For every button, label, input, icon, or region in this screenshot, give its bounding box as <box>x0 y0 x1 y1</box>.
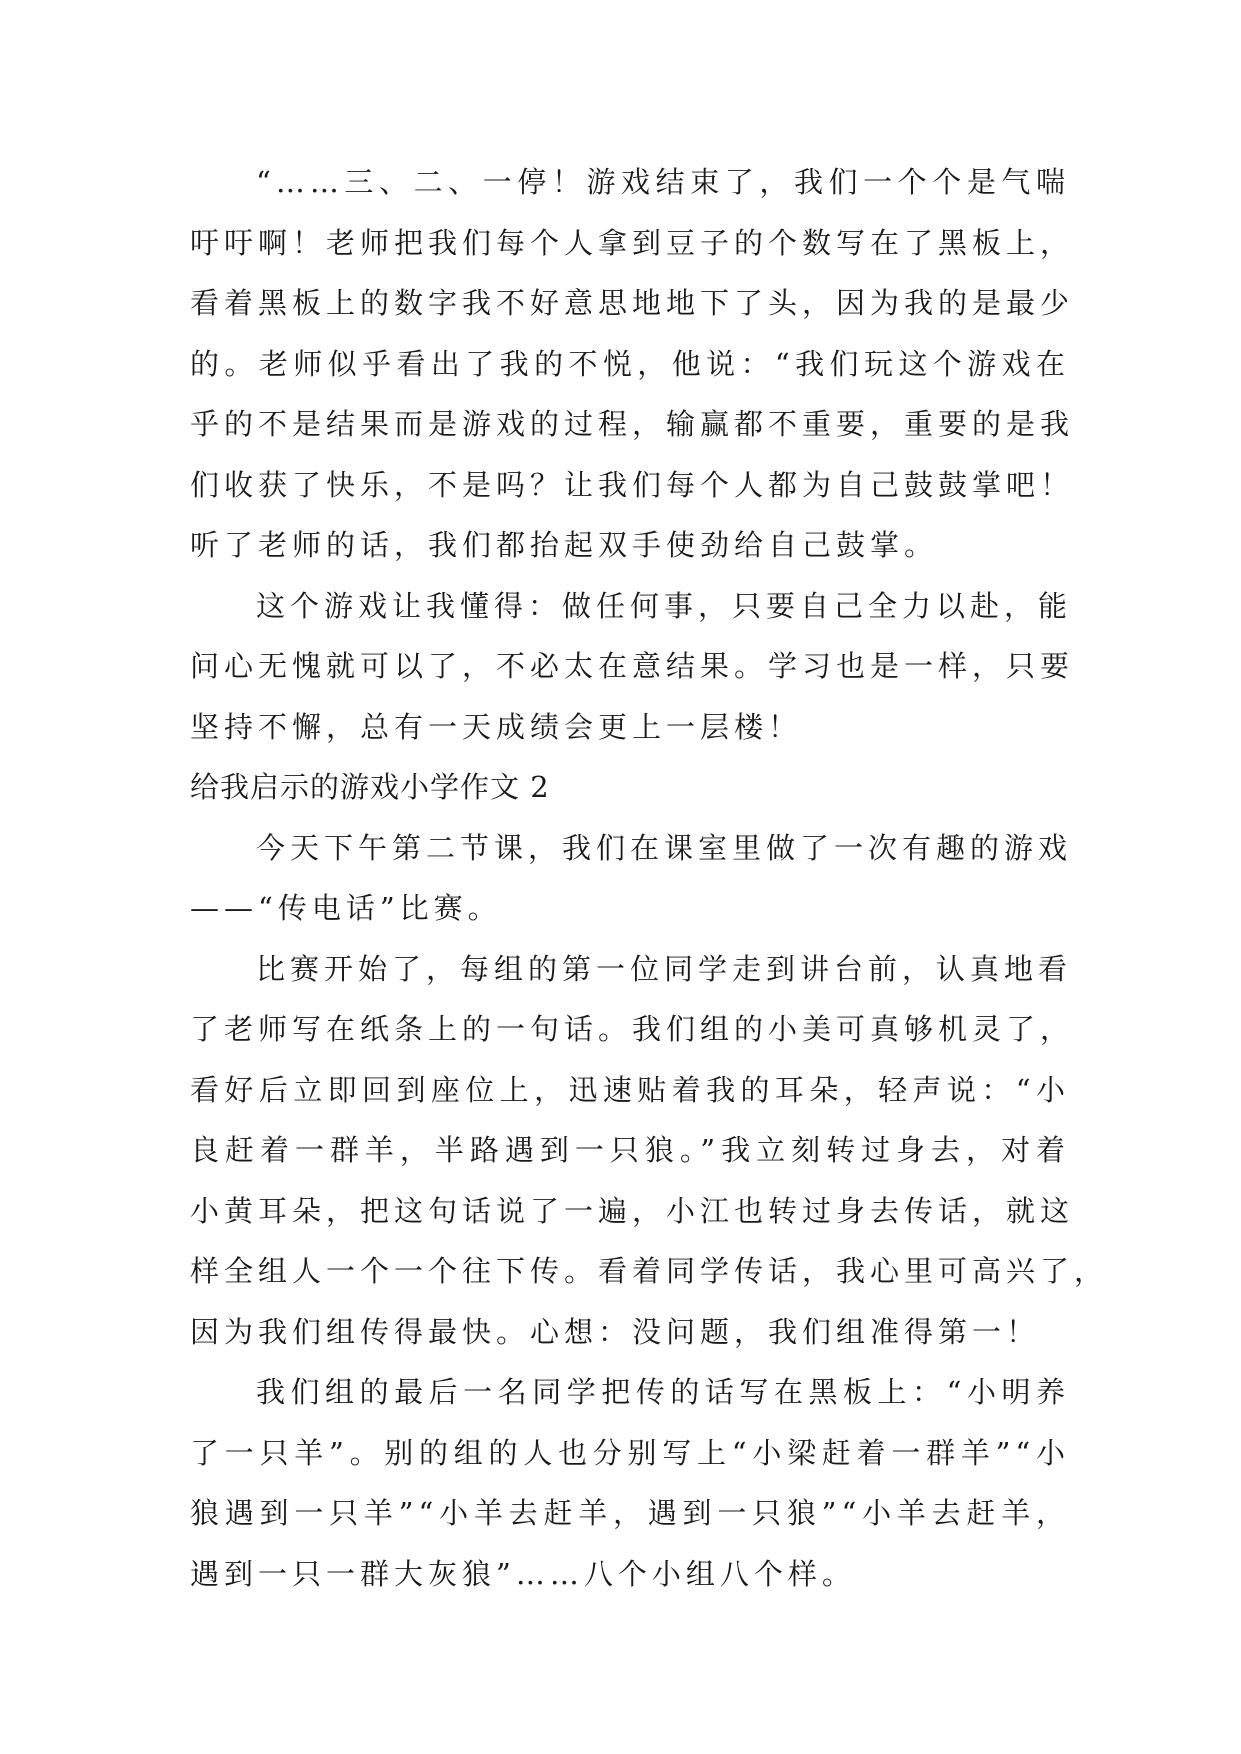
text-line: 乎的不是结果而是游戏的过程，输赢都不重要，重要的是我 <box>190 407 1075 441</box>
text-line: 遇到一只一群大灰狼”……八个小组八个样。 <box>190 1556 856 1591</box>
text-line: 看好后立即回到座位上，迅速贴着我的耳朵，轻声说：“小 <box>190 1072 1070 1107</box>
text-line: 吁吁啊！老师把我们每个人拿到豆子的个数写在了黑板上， <box>190 225 1075 260</box>
text-line: 听了老师的话，我们都抬起双手使劲给自己鼓掌。 <box>190 528 939 562</box>
text-line: ——“传电话”比赛。 <box>190 891 502 925</box>
text-line: 今天下午第二节课，我们在课室里做了一次有趣的游戏 <box>256 830 1073 865</box>
text-line: 比赛开始了，每组的第一位同学走到讲台前，认真地看 <box>256 951 1073 986</box>
text-line: “……三、二、一停！游戏结束了，我们一个个是气喘 <box>256 165 1070 199</box>
text-line: 们收获了快乐，不是吗？让我们每个人都为自己鼓鼓掌吧！ <box>190 467 1075 502</box>
text-line: 小黄耳朵，把这句话说了一遍，小江也转过身去传话，就这 <box>190 1193 1075 1228</box>
text-line: 了一只羊”。别的组的人也分别写上“小梁赶着一群羊”“小 <box>190 1435 1070 1470</box>
text-line: 看着黑板上的数字我不好意思地地下了头，因为我的是最少 <box>190 286 1075 320</box>
essay-body <box>190 152 1109 1604</box>
section-heading: 给我启示的游戏小学作文 2 <box>190 770 550 804</box>
text-line: 我们组的最后一名同学把传的话写在黑板上：“小明养 <box>256 1375 1070 1409</box>
text-line: 狼遇到一只羊”“小羊去赶羊，遇到一只狼”“小羊去赶羊， <box>190 1496 1070 1530</box>
text-line: 的。老师似乎看出了我的不悦，他说：“我们玩这个游戏在 <box>190 346 1070 381</box>
text-line: 良赶着一群羊，半路遇到一只狼。”我立刻转过身去，对着 <box>190 1133 1070 1167</box>
text-line: 问心无愧就可以了，不必太在意结果。学习也是一样，只要 <box>190 649 1075 683</box>
text-line: 了老师写在纸条上的一句话。我们组的小美可真够机灵了， <box>190 1012 1075 1046</box>
text-line: 因为我们组传得最快。心想：没问题，我们组准得第一！ <box>190 1314 1041 1349</box>
text-line: 这个游戏让我懂得：做任何事，只要自己全力以赴，能 <box>256 588 1073 623</box>
text-line: 样全组人一个一个往下传。看着同学传话，我心里可高兴了， <box>190 1254 1109 1288</box>
text-line: 坚持不懈，总有一天成绩会更上一层楼！ <box>190 709 803 744</box>
